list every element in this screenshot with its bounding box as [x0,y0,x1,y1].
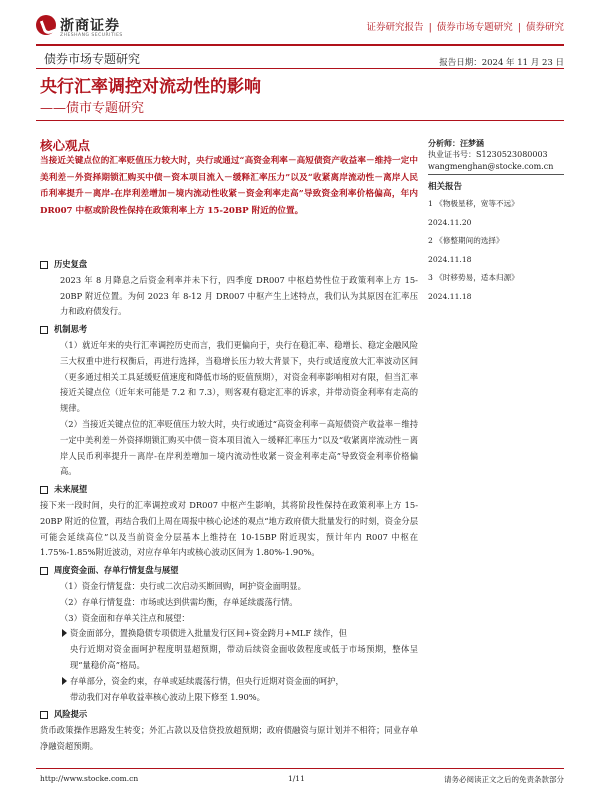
bullet-text: 资金面部分，置换隐债专项债进入批量发行区间+资金跨月+MLF 续作，但 [70,628,347,639]
weekly-point: （1）资金行情复盘：央行或二次启动买断回购，呵护资金面明显。 [60,580,306,591]
related-divider [428,174,564,175]
related-report-date: 2024.11.20 [428,217,472,227]
nav-separator: | [517,22,521,33]
related-report-date: 2024.11.18 [428,291,472,301]
logo-text: 浙商证券 [60,18,120,34]
mechanism-paragraph: （2）当接近关键点位的汇率贬值压力较大时，央行或通过“高资金利率－高短债资产收益率－维持一定中美利差－外资择期锁汇购买中债－资本项目流入－缓释汇率压力”以及“收紧离岸流动性－离岸人民币利率提升－离岸-在岸利差增加－境内流动性收紧－资金利率走高”导致资金利率价格偏高。 [60,418,418,477]
weekly-point: （2）存单行情复盘：市场或达到供需均衡，存单延续震荡行情。 [60,596,298,607]
history-review-heading: 历史复盘 [40,257,418,273]
related-report-title: 3 《时移势易，适本归源》 [428,273,519,282]
logo-mark-icon [36,15,56,35]
outlook-text: 接下来一段时间，央行的汇率调控或对 DR007 中枢产生影响，其将阶段性保持在政策利率上方 15-20BP 附近的位置，再结合我们上周在周报中核心论述的观点“地方政府债大批量发行的时刻，资金分层可能会延续高位”以及当前资金分层基本上维持在 10-15BP 附近现实，预计年内 R007 中枢在 1.75%-1.85%附近波动，对应存单年内或核心波动区间为 1.80%-1.90%。 [40,499,418,558]
title-divider [36,68,564,69]
related-reports-heading: 相关报告 [428,182,463,192]
report-body [40,255,418,755]
bullet-text: 存单部分，资金约束，存单或延续震荡行情，但央行近期对资金面的呵护， [70,675,344,686]
core-view-summary: 当接近关键点位的汇率贬值压力较大时，央行或通过“高资金利率－高短债资产收益率－维持一定中美利差－外资择期锁汇购买中债－资本项目流入－缓释汇率压力”以及“收紧离岸流动性－离岸人民币利率提升－离岸-在岸利差增加－境内流动性收紧－资金利率走高”导致资金利率价格偏高，年内 DR007 中枢或阶段性保持在政策利率上方 15-20BP 附近的位置。 [40,156,418,216]
logo-subtext: ZHESHANG SECURITIES [60,33,123,38]
bullet-item [40,674,418,690]
report-date: 报告日期：2024 年 11 月 23 日 [439,58,564,68]
analyst-info [428,137,568,173]
footer-disclaimer: 请务必阅读正文之后的免责条款部分 [444,775,564,784]
nav-item-bond-topic: 债券市场专题研究 [436,22,513,33]
header-divider [36,44,564,46]
page-number: 1/11 [288,774,305,783]
related-report-date: 2024.11.18 [428,254,472,264]
analyst-name: 分析师：汪梦涵 [428,138,484,148]
analyst-license: 执业证书号：S1230523080003 [428,150,548,159]
risk-heading: 风险提示 [40,707,418,723]
related-report-title: 2 《修整期间的选择》 [428,236,504,245]
report-title: 央行汇率调控对流动性的影响 [40,77,261,97]
mechanism-paragraph: （1）就近年来的央行汇率调控历史而言，我们更偏向于，央行在稳汇率、稳增长、稳定金融风险三大权重中进行权衡后，再进行选择，当稳增长压力较大背景下，央行或适度放大汇率波动区间（更多通过相关工具延缓贬值速度和降低市场的贬值预期），对资金利率影响相对有限，但当汇率接近关键点位（近年来可能是 7.2 和 7.3），则客观有稳定汇率的诉求，并带动资金利率有走高的规律。 [60,339,418,414]
footer-url[interactable]: http://www.stocke.com.cn [40,774,139,783]
risk-text: 货币政策操作思路发生转变；外汇占款以及信贷投放超预期；政府债融资与原计划并不相符；同业存单净融资超预期。 [40,725,418,751]
bullet-item [40,626,418,642]
nav-separator: | [428,22,432,33]
weekly-point: （3）资金面和存单关注点和展望： [60,612,190,623]
weekly-review-heading: 周度资金面、存单行情复盘与展望 [40,563,418,579]
nav-item-research-report: 证券研究报告 [366,22,424,33]
bullet-continuation: 带动我们对存单收益率核心波动上限下修至 1.90%。 [70,691,265,702]
footer-divider [36,768,564,769]
related-report-title: 1 《物极星移，宽等不远》 [428,199,519,208]
subtitle-divider [36,120,564,121]
related-reports-list [428,195,564,306]
core-view-heading: 核心观点 [40,138,91,153]
report-type-nav [367,19,564,33]
bullet-continuation: 央行近期对资金面呵护程度明显超预期，带动后续资金面收敛程度或低于市场预期，整体呈现“量稳价高”格局。 [70,644,418,670]
report-category: 债券市场专题研究 [44,52,141,66]
nav-item-bond-research: 债券研究 [525,22,564,33]
company-logo [36,14,136,44]
mechanism-heading: 机制思考 [40,322,418,338]
outlook-heading: 未来展望 [40,482,418,498]
history-review-text: 2023 年 8 月降息之后资金利率并未下行，四季度 DR007 中枢趋势性位于政策利率上方 15-20BP 附近位置。为何 2023 年 8-12 月 DR007 中枢产生上述特点，我们认为其原因在汇率压力和政府债发行。 [60,274,418,317]
report-subtitle: ——债市专题研究 [40,101,145,116]
analyst-email: wangmenghan@stocke.com.cn [428,162,554,171]
